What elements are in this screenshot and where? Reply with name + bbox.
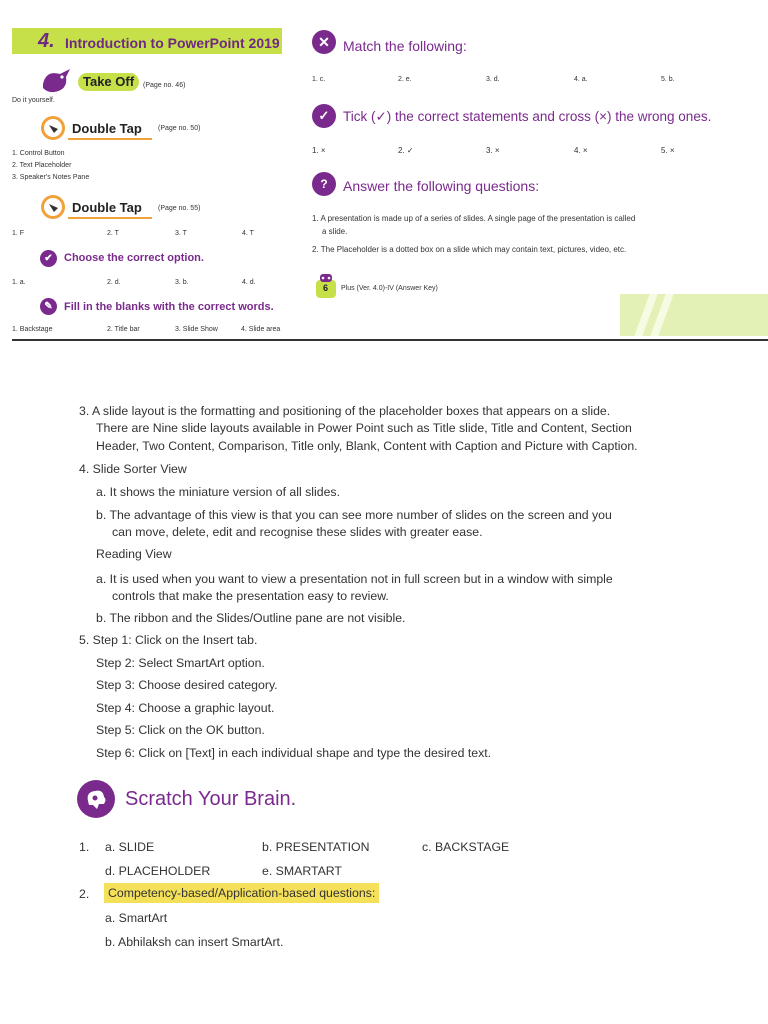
chapter-title: Introduction to PowerPoint 2019 (65, 35, 280, 51)
answer-line: b. The advantage of this view is that you can see more number of slides on the screen and you (96, 508, 612, 522)
answer-title: Answer the following questions: (343, 178, 540, 194)
decorative-stripes (620, 294, 768, 336)
answer-line: 1. A presentation is made up of a series of slides. A single page of the presentation is called (312, 214, 636, 223)
double-tap-1-underline (68, 138, 152, 140)
take-off-note: Do it yourself. (12, 97, 55, 104)
answer-line: Step 5: Click on the OK button. (96, 723, 265, 737)
double-tap-1-item: 1. Control Button (12, 150, 65, 157)
double-tap-icon (40, 115, 66, 141)
choose-title: Choose the correct option. (64, 252, 204, 264)
take-off-page: (Page no. 46) (143, 82, 186, 89)
tick-title: Tick (✓) the correct statements and cross (×) the wrong ones. (343, 109, 712, 124)
bird-icon (40, 66, 74, 96)
answer-line: There are Nine slide layouts available in Power Point such as Title slide, Title and Content, Section (96, 421, 632, 435)
answer-line: can move, delete, edit and recognise these slides with greater ease. (112, 525, 483, 539)
double-tap-2-answer: 4. T (242, 230, 254, 237)
tick-answer: 5. × (661, 146, 675, 155)
match-answer: 4. a. (574, 76, 588, 83)
double-tap-2-underline (68, 217, 152, 219)
competency-highlight: Competency-based/Application-based questions: (104, 883, 379, 903)
match-title: Match the following: (343, 38, 467, 54)
checklist-icon: ✔ (40, 250, 57, 267)
choose-answer: 3. b. (175, 279, 189, 286)
answer-line: Step 2: Select SmartArt option. (96, 656, 265, 670)
match-answer: 2. e. (398, 76, 412, 83)
double-tap-2-answer: 1. F (12, 230, 25, 237)
double-tap-2-page: (Page no. 55) (158, 205, 201, 212)
answer-line: a slide. (322, 227, 348, 236)
scratch-q2-answer: a. SmartArt (105, 911, 168, 925)
choose-answer: 2. d. (107, 279, 121, 286)
answer-line: 4. Slide Sorter View (79, 462, 187, 476)
match-answer: 5. b. (661, 76, 675, 83)
answer-line: 5. Step 1: Click on the Insert tab. (79, 633, 258, 647)
answer-line: 3. A slide layout is the formatting and positioning of the placeholder boxes that appears on a slide. (79, 404, 611, 418)
fill-answer: 4. Slide area (241, 326, 281, 333)
footer-page-number: 6 (323, 283, 329, 293)
fill-title: Fill in the blanks with the correct words. (64, 301, 274, 313)
answer-line: Step 3: Choose desired category. (96, 678, 278, 692)
brain-icon (76, 779, 116, 819)
answer-line: a. It shows the miniature version of all slides. (96, 485, 340, 499)
pencil-icon: ✎ (40, 298, 57, 315)
choose-answer: 1. a. (12, 279, 26, 286)
footer-text: Plus (Ver. 4.0)-IV (Answer Key) (341, 285, 438, 292)
double-tap-icon (40, 194, 66, 220)
scratch-q1-answer: b. PRESENTATION (262, 840, 370, 854)
scratch-q1-number: 1. (79, 840, 90, 854)
fill-answer: 2. Title bar (107, 326, 140, 333)
double-tap-2-answer: 3. T (175, 230, 187, 237)
tick-answer: 4. × (574, 146, 588, 155)
answer-line: Step 4: Choose a graphic layout. (96, 701, 275, 715)
scratch-q1-answer: c. BACKSTAGE (422, 840, 510, 854)
tick-cross-icon: ✓ (312, 104, 336, 128)
double-tap-1-item: 2. Text Placeholder (12, 162, 72, 169)
fill-answer: 3. Slide Show (175, 326, 218, 333)
tick-answer: 1. × (312, 146, 326, 155)
match-answer: 3. d. (486, 76, 500, 83)
answer-line: controls that make the presentation easy to review. (112, 589, 389, 603)
choose-answer: 4. d. (242, 279, 256, 286)
answer-line: a. It is used when you want to view a presentation not in full screen but in a window with simple (96, 572, 613, 586)
question-icon: ? (312, 172, 336, 196)
scratch-q1-answer: d. PLACEHOLDER (105, 864, 211, 878)
double-tap-1-page: (Page no. 50) (158, 125, 201, 132)
scratch-q1-answer: a. SLIDE (105, 840, 155, 854)
answer-line: Step 6: Click on [Text] in each individual shape and type the desired text. (96, 746, 492, 760)
scratch-q2-number: 2. (79, 887, 90, 901)
take-off-label: Take Off (78, 73, 139, 91)
double-tap-2-title: Double Tap (72, 200, 142, 215)
answer-line: Reading View (96, 547, 172, 561)
tick-answer: 2. ✓ (398, 146, 414, 155)
fill-answer: 1. Backstage (12, 326, 53, 333)
chapter-number: 4. (38, 30, 55, 52)
answer-line: Header, Two Content, Comparison, Title only, Blank, Content with Caption and Picture with Caption. (96, 439, 638, 453)
section-divider (12, 339, 768, 341)
answer-line: b. The ribbon and the Slides/Outline pane are not visible. (96, 611, 406, 625)
double-tap-1-item: 3. Speaker's Notes Pane (12, 174, 90, 181)
tick-answer: 3. × (486, 146, 500, 155)
double-tap-2-answer: 2. T (107, 230, 119, 237)
match-answer: 1. c. (312, 76, 326, 83)
match-icon: ✕ (312, 30, 336, 54)
double-tap-1-title: Double Tap (72, 121, 142, 136)
scratch-title: Scratch Your Brain. (125, 788, 297, 810)
scratch-q2-answer: b. Abhilaksh can insert SmartArt. (105, 935, 284, 949)
answer-line: 2. The Placeholder is a dotted box on a slide which may contain text, pictures, video, etc. (312, 245, 627, 254)
scratch-q1-answer: e. SMARTART (262, 864, 342, 878)
